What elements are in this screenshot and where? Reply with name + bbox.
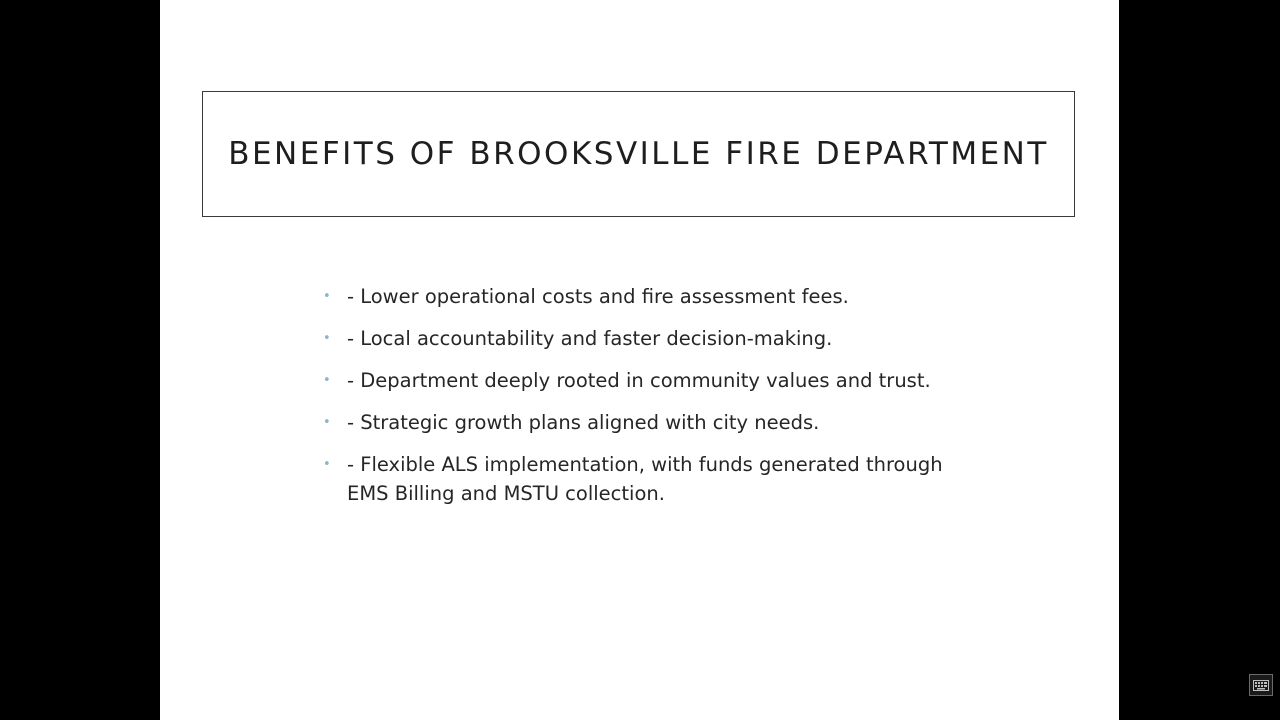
- list-item: [320, 324, 960, 353]
- bullet-text: - Lower operational costs and fire assessment fees.: [347, 285, 849, 308]
- title-box: [202, 91, 1075, 217]
- list-item: [320, 450, 960, 508]
- keyboard-glyph: [1253, 680, 1269, 691]
- list-item: [320, 408, 960, 437]
- list-item: [320, 366, 960, 395]
- bullet-text: - Department deeply rooted in community values and trust.: [347, 369, 931, 392]
- bullet-icon: •: [323, 289, 331, 304]
- bullet-icon: •: [323, 331, 331, 346]
- keyboard-icon[interactable]: [1249, 674, 1273, 696]
- slide: [160, 0, 1119, 720]
- bullet-text: - Flexible ALS implementation, with funds generated through EMS Billing and MSTU collection.: [347, 453, 943, 505]
- bullet-list: [320, 282, 960, 521]
- bullet-icon: •: [323, 373, 331, 388]
- slide-title: BENEFITS OF BROOKSVILLE FIRE DEPARTMENT: [228, 136, 1049, 172]
- bullet-text: - Local accountability and faster decision-making.: [347, 327, 833, 350]
- bullet-icon: •: [323, 415, 331, 430]
- list-item: [320, 282, 960, 311]
- bullet-icon: •: [323, 457, 331, 472]
- bullet-text: - Strategic growth plans aligned with city needs.: [347, 411, 820, 434]
